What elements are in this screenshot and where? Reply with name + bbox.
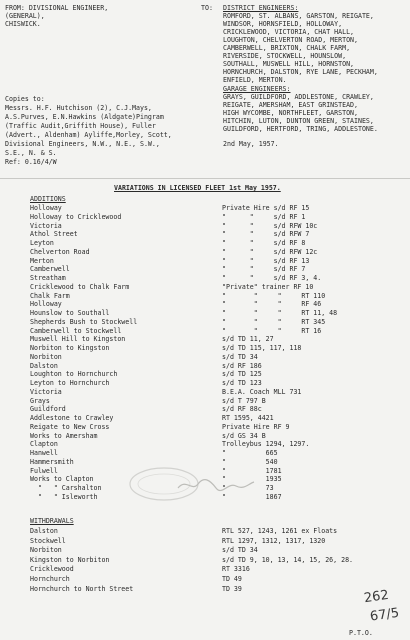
route-place: Shepherds Bush to Stockwell <box>30 317 138 326</box>
vehicle-detail: " 540 <box>222 457 278 466</box>
vehicle-detail: " 1781 <box>222 466 282 475</box>
route-place: Reigate to New Cross <box>30 422 110 431</box>
vehicle-detail: s/d TD 123 <box>222 379 262 387</box>
to-label: TO: <box>201 4 213 12</box>
addition-row <box>0 458 410 467</box>
vehicle-detail: RTL 1297, 1312, 1317, 1320 <box>222 536 326 545</box>
copies-line: Messrs. H.F. Hutchison (2), C.J.Mays, <box>5 104 152 112</box>
addition-row <box>0 204 410 213</box>
route-place: Stockwell <box>30 536 66 545</box>
route-place: Leyton <box>30 239 54 247</box>
addition-row <box>0 257 410 266</box>
addition-row <box>0 318 410 327</box>
route-place: Fulwell <box>30 466 58 475</box>
addition-row <box>0 493 410 502</box>
route-place: Holloway <box>30 300 62 309</box>
route-place: Loughton to Hornchurch <box>30 370 118 379</box>
addition-row <box>0 239 410 248</box>
vehicle-detail: TD 39 <box>222 584 242 593</box>
addition-row <box>0 397 410 406</box>
withdrawal-row <box>0 565 410 574</box>
vehicle-detail: Private Hire RF 9 <box>222 422 290 431</box>
vehicle-detail: s/d RF 186 <box>222 361 262 370</box>
vehicle-detail: TD 49 <box>222 575 242 583</box>
to-line: HITCHIN, LUTON, DUNTON GREEN, STAINES, <box>223 117 374 125</box>
copies-line: (Advert., Aldenham) Ayliffe,Morley, Scott, <box>5 131 172 139</box>
vehicle-detail: s/d TD 115, 117, 118 <box>222 344 302 352</box>
addition-row <box>0 423 410 432</box>
vehicle-detail: " " s/d RFW 7 <box>222 230 310 239</box>
addition-row <box>0 300 410 309</box>
to-line: GARAGE ENGINEERS: <box>223 85 291 93</box>
vehicle-detail: " " s/d RF 7 <box>222 265 306 274</box>
route-place: Merton <box>30 256 54 265</box>
route-place: Dalston <box>30 527 58 535</box>
vehicle-detail: " " " RT 11, 48 <box>222 309 338 317</box>
to-line: ENFIELD, MERTON. <box>223 76 287 84</box>
vehicle-detail: s/d TD 125 <box>222 370 262 379</box>
pto-footer: P.T.O. <box>349 629 373 637</box>
addition-row <box>0 388 410 397</box>
route-place: Athol Street <box>30 230 78 239</box>
vehicle-detail: B.E.A. Coach MLL 731 <box>222 387 302 396</box>
vehicle-detail: "Private" trainer RF 10 <box>222 282 314 291</box>
faint-signature <box>176 476 256 494</box>
to-line: GRAYS, GUILDFORD, ADDLESTONE, CRAWLEY, <box>223 93 374 101</box>
route-place: Streatham <box>30 274 66 282</box>
addition-row <box>0 379 410 388</box>
withdrawal-row <box>0 546 410 555</box>
to-line: LOUGHTON, CHELVERTON ROAD, MERTON, <box>223 36 358 44</box>
addition-row <box>0 292 410 301</box>
to-line: WINDSOR, HORNSFIELD, HOLLOWAY, <box>223 20 343 28</box>
to-line: SOUTHALL, MUSWELL HILL, HORNSTON, <box>223 60 355 68</box>
addition-row <box>0 248 410 257</box>
withdrawals-heading: WITHDRAWALS <box>30 517 74 525</box>
from-line: FROM: DIVISIONAL ENGINEER, <box>5 4 109 12</box>
route-place: " " Carshalton <box>30 484 102 492</box>
svg-text:262: 262 <box>363 587 390 607</box>
route-place: " " Isleworth <box>30 492 98 501</box>
vehicle-detail: RT 3316 <box>222 565 250 574</box>
vehicle-detail: s/d TD 34 <box>222 546 258 555</box>
vehicle-detail: s/d GS 34 B <box>222 431 266 440</box>
copies-line: A.S.Purves, E.N.Hawkins (Aldgate)Pingram <box>5 113 164 121</box>
route-place: Victoria <box>30 387 62 396</box>
addition-row <box>0 344 410 353</box>
addition-row <box>0 440 410 449</box>
paper-fold-line <box>0 178 410 179</box>
route-place: Muswell Hill to Kingston <box>30 335 126 344</box>
to-line: ROMFORD, ST. ALBANS, GARSTON, REIGATE, <box>223 12 374 20</box>
addition-row <box>0 449 410 458</box>
addition-row <box>0 327 410 336</box>
addition-row <box>0 370 410 379</box>
addition-row <box>0 335 410 344</box>
vehicle-detail: RTL 527, 1243, 1261 ex Floats <box>222 527 338 535</box>
withdrawal-row <box>0 575 410 584</box>
to-line: CAMBERWELL, BRIXTON, CHALK FARM, <box>223 44 351 52</box>
handwritten-pencil-note <box>360 585 404 627</box>
vehicle-detail: " " " RT 110 <box>222 291 326 300</box>
to-line: CRICKLEWOOD, VICTORIA, CHAT HALL, <box>223 28 355 36</box>
vehicle-detail: " " s/d RF 8 <box>222 239 306 247</box>
to-line: REIGATE, AMERSHAM, EAST GRINSTEAD, <box>223 101 358 109</box>
addition-row <box>0 230 410 239</box>
vehicle-detail: " " " RT 345 <box>222 317 326 326</box>
vehicle-detail: Private Hire s/d RF 15 <box>222 204 310 212</box>
copies-line: Divisional Engineers, N.W., N.E., S.W., <box>5 140 160 148</box>
document-title: VARIATIONS IN LICENSED FLEET 1st May 1957. <box>114 184 281 192</box>
withdrawal-row <box>0 556 410 565</box>
withdrawal-row <box>0 527 410 536</box>
addition-row <box>0 467 410 476</box>
addition-row <box>0 222 410 231</box>
addition-row <box>0 353 410 362</box>
route-place: Kingston to Norbiton <box>30 555 110 564</box>
from-line: (GENERAL), <box>5 12 45 20</box>
withdrawal-row <box>0 537 410 546</box>
addition-row <box>0 265 410 274</box>
vehicle-detail: " 73 <box>222 484 274 492</box>
document-date: 2nd May, 1957. <box>223 140 279 148</box>
addition-row <box>0 274 410 283</box>
route-place: Holloway to Cricklewood <box>30 212 122 221</box>
vehicle-detail: " 1867 <box>222 492 282 501</box>
svg-text:67/5: 67/5 <box>369 605 401 625</box>
route-place: Camberwell to Stockwell <box>30 326 122 335</box>
to-line: GUILDFORD, HERTFORD, TRING, ADDLESTONE. <box>223 125 378 133</box>
addition-row <box>0 213 410 222</box>
copies-line: Copies to: <box>5 95 45 103</box>
route-place: Clapton <box>30 440 58 449</box>
addition-row <box>0 414 410 423</box>
vehicle-detail: s/d RF 88c <box>222 405 262 414</box>
route-place: Works to Clapton <box>30 475 94 484</box>
vehicle-detail: s/d TD 11, 27 <box>222 335 274 344</box>
vehicle-detail: " " s/d RFW 10c <box>222 221 318 230</box>
vehicle-detail: " " " RT 16 <box>222 326 322 335</box>
route-place: Hornchurch <box>30 575 70 583</box>
route-place: Grays <box>30 396 50 405</box>
route-place: Chalk Farm <box>30 291 70 300</box>
route-place: Chelverton Road <box>30 247 90 256</box>
to-line: HIGH WYCOMBE, NORTHFLEET, GARSTON, <box>223 109 358 117</box>
route-place: Hanwell <box>30 449 58 457</box>
additions-heading: ADDITIONS <box>30 195 66 203</box>
route-place: Works to Amersham <box>30 431 98 440</box>
vehicle-detail: s/d TD 9, 10, 13, 14, 15, 26, 28. <box>222 555 354 564</box>
to-line: DISTRICT ENGINEERS: <box>223 4 299 12</box>
route-place: Hornchurch to North Street <box>30 584 134 593</box>
route-place: Hounslow to Southall <box>30 309 110 317</box>
route-place: Norbiton to Kingston <box>30 344 110 352</box>
vehicle-detail: " " s/d RFW 12c <box>222 247 318 256</box>
vehicle-detail: " 665 <box>222 449 278 457</box>
vehicle-detail: s/d T 797 B <box>222 396 266 405</box>
vehicle-detail: RT 1595, 4421 <box>222 414 274 422</box>
vehicle-detail: " " s/d RF 13 <box>222 256 310 265</box>
addition-row <box>0 362 410 371</box>
route-place: Addlestone to Crawley <box>30 414 114 422</box>
copies-line: (Traffic Audit,Griffith House), Fuller <box>5 122 156 130</box>
addition-row <box>0 432 410 441</box>
route-place: Holloway <box>30 204 62 212</box>
vehicle-detail: Trolleybus 1294, 1297. <box>222 440 310 449</box>
to-line: HORNCHURCH, DALSTON, RYE LANE, PECKHAM, <box>223 68 378 76</box>
route-place: Victoria <box>30 221 62 230</box>
addition-row <box>0 283 410 292</box>
vehicle-detail: " " " RF 46 <box>222 300 322 309</box>
route-place: Hammersmith <box>30 457 74 466</box>
route-place: Leyton to Hornchurch <box>30 379 110 387</box>
withdrawal-row <box>0 585 410 594</box>
vehicle-detail: " " s/d RF 3, 4. <box>222 274 322 282</box>
vehicle-detail: " " s/d RF 1 <box>222 212 306 221</box>
vehicle-detail: s/d TD 34 <box>222 352 258 361</box>
copies-line: S.E., N. & S. <box>5 149 57 157</box>
route-place: Norbiton <box>30 352 62 361</box>
vehicle-detail: " 1935 <box>222 475 282 484</box>
from-line: CHISWICK. <box>5 20 41 28</box>
to-line: RIVERSIDE, STOCKWELL, HOUNSLOW, <box>223 52 347 60</box>
route-place: Camberwell <box>30 265 70 274</box>
route-place: Norbiton <box>30 546 62 555</box>
route-place: Guildford <box>30 405 66 414</box>
addition-row <box>0 309 410 318</box>
addition-row <box>0 405 410 414</box>
route-place: Cricklewood to Chalk Farm <box>30 282 130 291</box>
reference-number: Ref: 0.16/4/W <box>5 158 57 166</box>
route-place: Dalston <box>30 361 58 370</box>
route-place: Cricklewood <box>30 565 74 574</box>
